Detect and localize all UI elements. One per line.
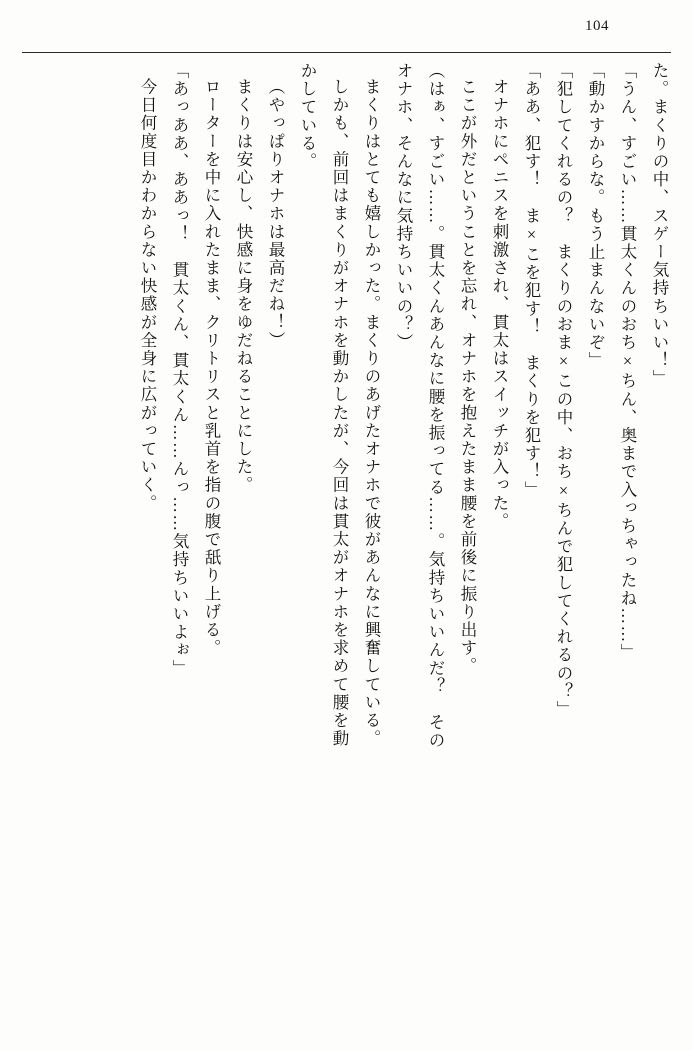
vertical-text-body (26, 62, 667, 1024)
text-line: 「動かすからな。もう止まんないぞ」 (586, 62, 605, 370)
page-number: 104 (585, 18, 609, 34)
text-line: （はぁ、すごい……。貫太くんあんなに腰を振ってる……。気持ちいいんだ？ その (426, 62, 445, 750)
text-line: しかも、前回はまくりがオナホを動かしたが、今回は貫太がオナホを求めて腰を動 (330, 78, 349, 748)
header-rule (22, 52, 671, 53)
text-line: 今日何度目かわからない快感が全身に広がっていく。 (138, 78, 157, 513)
text-line: かしている。 (298, 62, 317, 171)
text-line: まくりはとても嬉しかった。まくりのあげたオナホで彼があんなに興奮している。 (362, 78, 381, 748)
text-line-with-ruby: ローターを中に入れたまま、クリトリスと乳首を指の腹で舐り上げる。 (202, 78, 221, 658)
text-line: まくりは安心し、快感に身をゆだねることにした。 (234, 78, 253, 495)
text-line: 「うん、すごい……貫太くんのおち×ちん、奥まで入っちゃったね……」 (618, 62, 637, 662)
text-line: 「犯してくれるの？ まくりのおま×この中、おち×ちんで犯してくれるの？」 (554, 62, 573, 719)
text-line: オナホにペニスを刺激され、貫太はスイッチが入った。 (490, 78, 509, 531)
text-line: 「ああ、犯す！ ま×こを犯す！ まくりを犯す！」 (522, 62, 541, 499)
text-line: （やっぱりオナホは最高だね！） (266, 78, 285, 350)
text-line: た。まくりの中、スゲー気持ちいい！」 (650, 62, 669, 388)
text-line: 「あっああ、ああっ！ 貫太くん、貫太くん……んっ……気持ちいいよぉ」 (170, 62, 189, 678)
text-line: オナホ、そんなに気持ちいいの？） (394, 62, 413, 352)
text-line: ここが外だということを忘れ、オナホを抱えたまま腰を前後に振り出す。 (458, 78, 477, 676)
